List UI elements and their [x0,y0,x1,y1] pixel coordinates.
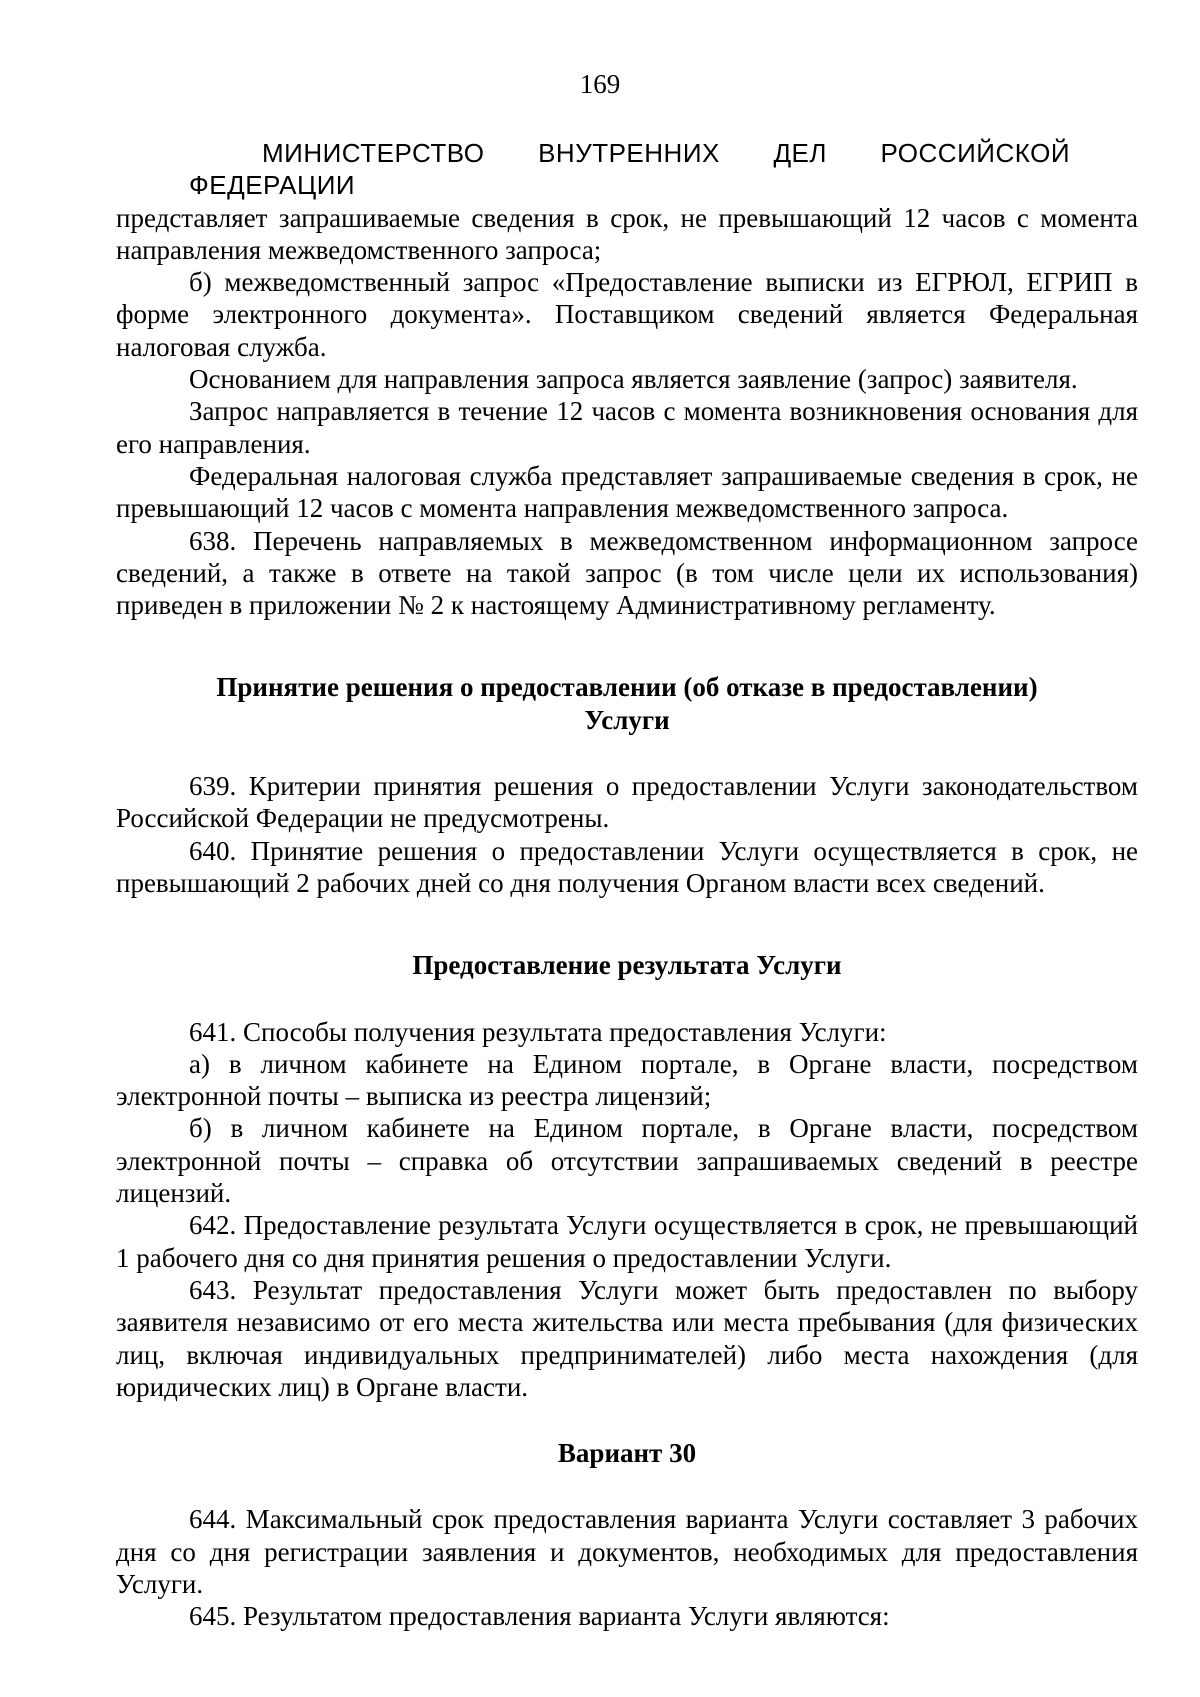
paragraph-644: 644. Максимальный срок предоставления варианта Услуги составляет 3 рабочих дня со дня регистрации заявления и документов, необходимых для предоставления Услуги. [116,1504,1138,1599]
document-body [116,137,1138,1633]
heading-line: Услуги [584,704,670,735]
spacer [116,1469,1138,1503]
paragraph-basis: Основанием для направления запроса является заявление (запрос) заявителя. [189,364,1078,395]
paragraph-640: 640. Принятие решения о предоставлении Услуги осуществляется в срок, не превышающий 2 рабочих дней со дня получения Органом власти всех сведений. [116,835,1138,898]
section-heading-decision [116,671,1138,736]
ministry-name: МИНИСТЕРСТВО ВНУТРЕННИХ ДЕЛ РОССИЙСКОЙ ФЕДЕРАЦИИ [189,138,1070,201]
spacer [116,621,1138,671]
paragraph-641-a: а) в личном кабинете на Едином портале, в Органе власти, посредством электронной почты – выписка из реестра лицензий; [116,1048,1138,1112]
paragraph-645: 645. Результатом предоставления варианта Услуги являются: [189,1601,890,1632]
spacer [116,1403,1138,1437]
paragraph-b-request: б) межведомственный запрос «Предоставление выписки из ЕГРЮЛ, ЕГРИП в форме электронного документа». Поставщиком сведений является Федеральная налоговая служба. [116,267,1138,362]
page-number: 169 [579,69,621,99]
section-heading-result: Предоставление результата Услуги [412,950,842,981]
spacer [116,736,1138,770]
spacer [116,982,1138,1016]
paragraph-641-b: б) в личном кабинете на Едином портале, в Органе власти, посредством электронной почты – справка об отсутствии запрашиваемых сведений в реестре лицензий. [116,1113,1138,1209]
heading-line: Принятие решения о предоставлении (об отказе в предоставлении) [216,672,1038,703]
paragraph-643: 643. Результат предоставления Услуги может быть предоставлен по выбору заявителя независимо от его места жительства или места пребывания (для физических лиц, включая индивидуальных предпринимателей) либо места нахождения (для юридических лиц) в Органе власти. [116,1274,1138,1402]
paragraph-642: 642. Предоставление результата Услуги осуществляется в срок, не превышающий 1 рабочего дня со дня принятия решения о предоставлении Услуги. [116,1210,1138,1273]
paragraph-fns: Федеральная налоговая служба представляет запрашиваемые сведения в срок, не превышающий 12 часов с момента направления межведомственного запроса. [116,460,1138,524]
paragraph-request-time: Запрос направляется в течение 12 часов с момента возникновения основания для его направления. [116,396,1138,459]
paragraph-text: представляет запрашиваемые сведения в срок, не превышающий 12 часов с момента направления межведомственного запроса; [116,202,1138,265]
paragraph-639: 639. Критерии принятия решения о предоставлении Услуги законодательством Российской Федерации не предусмотрены. [116,771,1138,834]
paragraph-638: 638. Перечень направляемых в межведомственном информационном запросе сведений, а также в ответе на такой запрос (в том числе цели их использования) приведен в приложении № 2 к настоящему Административному регламенту. [116,525,1138,621]
paragraph-mvd [116,137,1138,266]
paragraph-641: 641. Способы получения результата предоставления Услуги: [189,1016,887,1047]
section-heading-variant: Вариант 30 [557,1438,697,1469]
spacer [116,899,1138,949]
